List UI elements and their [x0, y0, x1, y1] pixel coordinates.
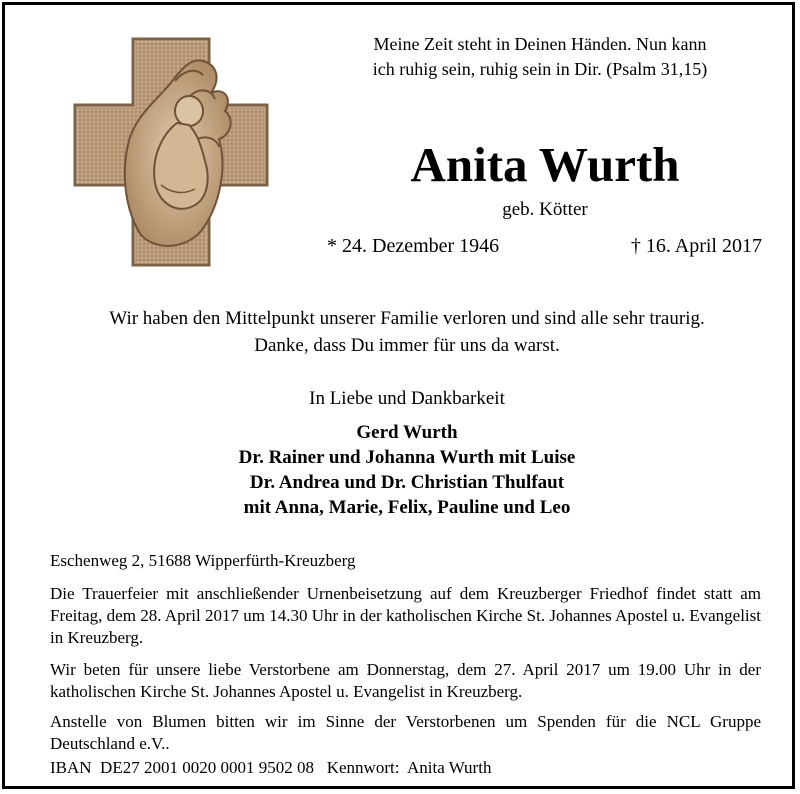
- life-dates: [327, 233, 762, 261]
- bronze-cross-with-hand-and-child-icon: [71, 35, 271, 269]
- obituary-notice: [2, 2, 795, 789]
- family-list: [25, 420, 789, 520]
- family-member: Gerd Wurth: [356, 422, 458, 443]
- funeral-info: Die Trauerfeier mit anschließender Urnenbeisetzung auf dem Kreuzberger Friedhof findet statt am Freitag, dem 28. April 2017 um 14.30 Uhr in der katholischen Kirche St. Johannes Apostel u. Evangelist in Kreuzberg.: [50, 584, 761, 647]
- address: Eschenweg 2, 51688 Wipperfürth-Kreuzberg: [50, 551, 356, 570]
- family-member: Dr. Rainer und Johanna Wurth mit Luise: [238, 447, 576, 468]
- family-member: Dr. Andrea und Dr. Christian Thulfaut: [249, 472, 565, 493]
- death-date: † 16. April 2017: [630, 235, 762, 257]
- iban-line: IBAN DE27 2001 0020 0001 9502 08 Kennwort: Anita Wurth: [50, 758, 492, 777]
- message-line-1: Wir haben den Mittelpunkt unserer Familie verloren und sind alle sehr traurig.: [109, 308, 705, 329]
- donation-info: Anstelle von Blumen bitten wir im Sinne der Verstorbenen um Spenden für die NCL Gruppe Deutschland e.V..: [50, 712, 761, 753]
- message-line-2: Danke, dass Du immer für uns da warst.: [254, 335, 560, 356]
- birth-date: * 24. Dezember 1946: [327, 235, 500, 257]
- psalm-line-2: ich ruhig sein, ruhig sein in Dir. (Psalm 31,15): [372, 59, 708, 79]
- deceased-name: Anita Wurth: [410, 137, 680, 192]
- psalm-quote: [330, 32, 750, 82]
- love-line: In Liebe und Dankbarkeit: [309, 388, 505, 409]
- prayer-info: Wir beten für unsere liebe Verstorbene am Donnerstag, dem 27. April 2017 um 19.00 Uhr in der katholischen Kirche St. Johannes Apostel u. Evangelist in Kreuzberg.: [50, 660, 761, 701]
- psalm-line-1: Meine Zeit steht in Deinen Händen. Nun kann: [373, 34, 707, 54]
- birth-name: geb. Kötter: [502, 199, 588, 220]
- mourning-message: [25, 305, 789, 359]
- family-member: mit Anna, Marie, Felix, Pauline und Leo: [243, 497, 571, 518]
